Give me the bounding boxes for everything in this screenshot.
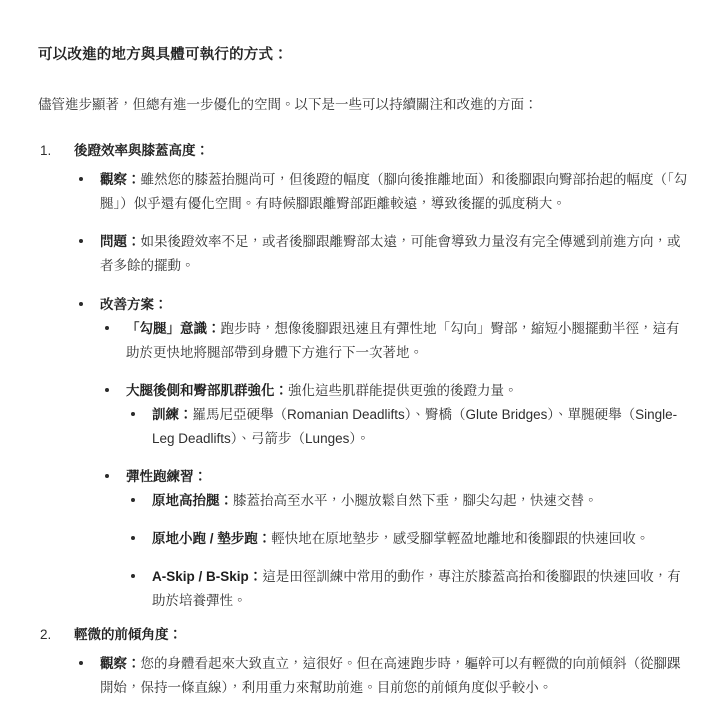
elastic-run-label: 彈性跑練習： <box>126 468 207 484</box>
a-skip-b-skip-paragraph <box>152 565 688 613</box>
list-item-section-2 <box>38 623 688 701</box>
bullet-dot-icon <box>131 574 135 578</box>
hook-leg-label: 「勾腿」意識： <box>126 320 221 336</box>
improvement-label: 改善方案： <box>100 296 168 312</box>
bullet-hook-leg <box>100 317 688 365</box>
bullet-dot-icon <box>79 239 83 243</box>
bullet-in-place-jog <box>126 527 688 551</box>
high-knees-paragraph <box>152 489 688 513</box>
a-skip-b-skip-text: 這是田徑訓練中常用的動作，專注於膝蓋高抬和後腳跟的快速回收，有助於培養彈性。 <box>152 568 681 608</box>
list-item-section-1 <box>38 139 688 613</box>
bullet-dot-icon <box>131 412 135 416</box>
bullet-improvement-plan <box>74 293 688 613</box>
bullet-dot-icon <box>105 326 109 330</box>
training-list <box>126 403 688 451</box>
elastic-run-list <box>126 489 688 613</box>
observation-label: 觀察： <box>100 656 141 672</box>
bullet-dot-icon <box>79 177 83 181</box>
bullet-observation <box>74 168 688 216</box>
bullet-dot-icon <box>105 388 109 392</box>
problem-text: 如果後蹬效率不足，或者後腳跟離臀部太遠，可能會導致力量沒有完全傳遞到前進方向，或者多餘的擺動。 <box>100 234 681 274</box>
page-title: 可以改進的地方與具體可執行的方式： <box>38 47 288 63</box>
section-1-bullets <box>74 168 688 612</box>
section-2-bullets <box>74 652 688 700</box>
bullet-dot-icon <box>131 536 135 540</box>
intro-paragraph: 儘管進步顯著，但總有進一步優化的空間。以下是一些可以持續關注和改進的方面： <box>38 97 538 113</box>
training-paragraph <box>152 403 688 451</box>
a-skip-b-skip-label: A-Skip / B-Skip： <box>152 568 263 584</box>
bullet-elastic-run <box>100 465 688 613</box>
section-title: 後蹬效率與膝蓋高度： <box>74 142 209 158</box>
problem-label: 問題： <box>100 234 141 250</box>
observation-text: 您的身體看起來大致直立，這很好。但在高速跑步時，軀幹可以有輕微的向前傾斜（從腳踝開始，保持一條直線），利用重力來幫助前進。目前您的前傾角度似乎較小。 <box>100 656 681 696</box>
list-number: 2. <box>40 626 52 642</box>
training-text: 羅馬尼亞硬舉（Romanian Deadlifts）、臀橋（Glute Bridges）、單腿硬舉（Single-Leg Deadlifts）、弓箭步（Lunges）。 <box>152 406 678 446</box>
problem-paragraph <box>100 230 688 278</box>
bullet-hamstring-glute <box>100 379 688 451</box>
bullet-high-knees <box>126 489 688 513</box>
hook-leg-paragraph <box>126 317 688 365</box>
hook-leg-text: 跑步時，想像後腳跟迅速且有彈性地「勾向」臀部，縮短小腿擺動半徑，這有助於更快地將腿部帶到身體下方進行下一次著地。 <box>126 320 680 360</box>
hamstring-glute-paragraph <box>126 379 688 403</box>
bullet-dot-icon <box>79 661 83 665</box>
observation-text: 雖然您的膝蓋抬腿尚可，但後蹬的幅度（腳向後推離地面）和後腳跟向臀部抬起的幅度（「勾腿」）似乎還有優化空間。有時候腳跟離臀部距離較遠，導致後擺的弧度稍大。 <box>100 172 688 212</box>
bullet-a-skip-b-skip <box>126 565 688 613</box>
high-knees-text: 膝蓋抬高至水平，小腿放鬆自然下垂，腳尖勾起，快速交替。 <box>233 492 598 508</box>
bullet-dot-icon <box>131 498 135 502</box>
bullet-dot-icon <box>105 474 109 478</box>
in-place-jog-paragraph <box>152 527 688 551</box>
numbered-list <box>38 139 688 701</box>
section-title: 輕微的前傾角度： <box>74 626 182 642</box>
in-place-jog-text: 輕快地在原地墊步，感受腳掌輕盈地離地和後腳跟的快速回收。 <box>271 530 650 546</box>
bullet-training <box>126 403 688 451</box>
observation-paragraph <box>100 652 688 700</box>
list-number: 1. <box>40 142 52 158</box>
hamstring-glute-text: 強化這些肌群能提供更強的後蹬力量。 <box>288 382 518 398</box>
bullet-dot-icon <box>79 302 83 306</box>
observation-paragraph <box>100 168 688 216</box>
hamstring-glute-label: 大腿後側和臀部肌群強化： <box>126 382 288 398</box>
training-label: 訓練： <box>152 406 193 422</box>
bullet-problem <box>74 230 688 278</box>
observation-label: 觀察： <box>100 172 141 188</box>
in-place-jog-label: 原地小跑 / 墊步跑： <box>152 530 272 546</box>
improvement-list <box>100 317 688 613</box>
bullet-observation <box>74 652 688 700</box>
high-knees-label: 原地高抬腿： <box>152 492 233 508</box>
